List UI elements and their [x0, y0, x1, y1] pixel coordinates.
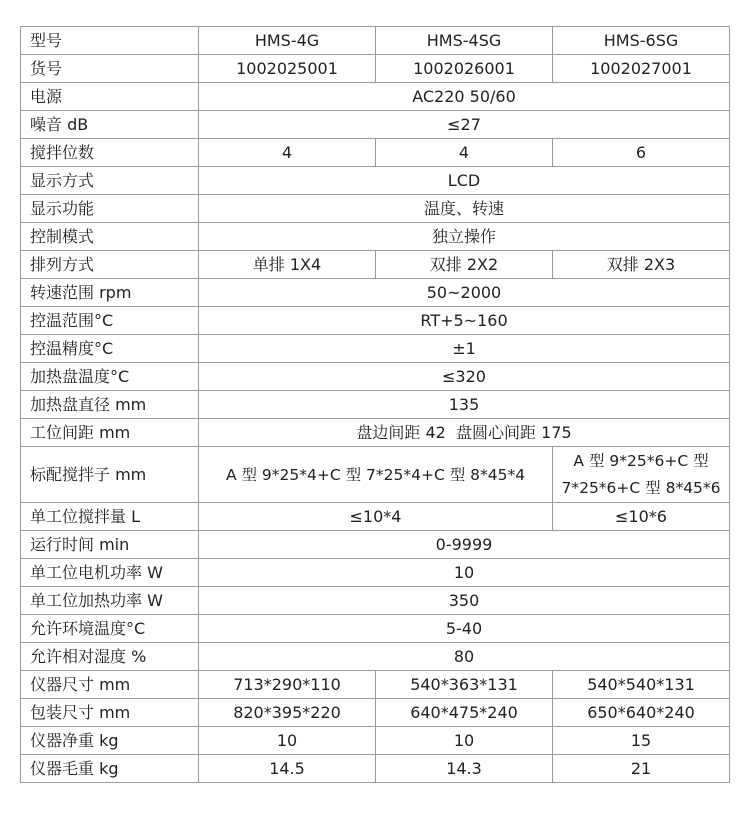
- table-row: [21, 195, 730, 223]
- row-label: 允许环境温度°C: [21, 615, 199, 643]
- row-label: 仪器尺寸 mm: [21, 671, 199, 699]
- row-label: 电源: [21, 83, 199, 111]
- row-label: 工位间距 mm: [21, 419, 199, 447]
- table-row: [21, 419, 730, 447]
- row-label: 货号: [21, 55, 199, 83]
- cell-value: 540*540*131: [553, 671, 730, 699]
- cell-value: 10: [376, 727, 553, 755]
- row-label: 控制模式: [21, 223, 199, 251]
- cell-value: HMS-4G: [199, 27, 376, 55]
- cell-value: 80: [199, 643, 730, 671]
- table-row: [21, 755, 730, 783]
- row-label: 搅拌位数: [21, 139, 199, 167]
- cell-value: ≤10*6: [553, 503, 730, 531]
- cell-value: 21: [553, 755, 730, 783]
- table-row: [21, 447, 730, 503]
- cell-value: 650*640*240: [553, 699, 730, 727]
- cell-value: 4: [199, 139, 376, 167]
- cell-value: 14.5: [199, 755, 376, 783]
- table-row: [21, 307, 730, 335]
- cell-value: 135: [199, 391, 730, 419]
- cell-value: 1002027001: [553, 55, 730, 83]
- row-label: 标配搅拌子 mm: [21, 447, 199, 503]
- row-label: 仪器净重 kg: [21, 727, 199, 755]
- table-row: [21, 223, 730, 251]
- row-label: 单工位电机功率 W: [21, 559, 199, 587]
- table-row: [21, 363, 730, 391]
- table-row: [21, 55, 730, 83]
- cell-value: 10: [199, 559, 730, 587]
- row-label: 运行时间 min: [21, 531, 199, 559]
- cell-value: 15: [553, 727, 730, 755]
- table-row: [21, 615, 730, 643]
- cell-value: 10: [199, 727, 376, 755]
- row-label: 加热盘直径 mm: [21, 391, 199, 419]
- table-row: [21, 531, 730, 559]
- table-row: [21, 587, 730, 615]
- cell-value: 单排 1X4: [199, 251, 376, 279]
- row-label: 包装尺寸 mm: [21, 699, 199, 727]
- cell-value: ≤27: [199, 111, 730, 139]
- cell-value: ≤10*4: [199, 503, 553, 531]
- cell-value: 5-40: [199, 615, 730, 643]
- table-row: [21, 83, 730, 111]
- row-label: 噪音 dB: [21, 111, 199, 139]
- table-row: [21, 27, 730, 55]
- cell-value: 14.3: [376, 755, 553, 783]
- row-label: 显示方式: [21, 167, 199, 195]
- cell-value: 温度、转速: [199, 195, 730, 223]
- table-row: [21, 279, 730, 307]
- cell-value: HMS-4SG: [376, 27, 553, 55]
- cell-value: 350: [199, 587, 730, 615]
- row-label: 型号: [21, 27, 199, 55]
- cell-value: 双排 2X2: [376, 251, 553, 279]
- cell-value: RT+5~160: [199, 307, 730, 335]
- cell-value: HMS-6SG: [553, 27, 730, 55]
- table-row: [21, 671, 730, 699]
- cell-value: 6: [553, 139, 730, 167]
- cell-value: 0-9999: [199, 531, 730, 559]
- cell-value: 713*290*110: [199, 671, 376, 699]
- cell-value: 540*363*131: [376, 671, 553, 699]
- table-row: [21, 699, 730, 727]
- cell-value: LCD: [199, 167, 730, 195]
- row-label: 显示功能: [21, 195, 199, 223]
- row-label: 允许相对湿度 %: [21, 643, 199, 671]
- cell-value: 双排 2X3: [553, 251, 730, 279]
- row-label: 单工位加热功率 W: [21, 587, 199, 615]
- table-row: [21, 335, 730, 363]
- table-row: [21, 559, 730, 587]
- cell-value: ±1: [199, 335, 730, 363]
- table-row: [21, 167, 730, 195]
- row-label: 仪器毛重 kg: [21, 755, 199, 783]
- cell-value: 4: [376, 139, 553, 167]
- cell-value: 820*395*220: [199, 699, 376, 727]
- cell-value: AC220 50/60: [199, 83, 730, 111]
- table-row: [21, 139, 730, 167]
- table-row: [21, 111, 730, 139]
- row-label: 加热盘温度°C: [21, 363, 199, 391]
- cell-value: 640*475*240: [376, 699, 553, 727]
- row-label: 单工位搅拌量 L: [21, 503, 199, 531]
- row-label: 控温范围°C: [21, 307, 199, 335]
- table-row: [21, 727, 730, 755]
- table-row: [21, 503, 730, 531]
- table-row: [21, 391, 730, 419]
- row-label: 转速范围 rpm: [21, 279, 199, 307]
- cell-value: ≤320: [199, 363, 730, 391]
- cell-value: 1002026001: [376, 55, 553, 83]
- cell-value: 盘边间距 42 盘圆心间距 175: [199, 419, 730, 447]
- table-row: [21, 251, 730, 279]
- cell-value: A 型 9*25*4+C 型 7*25*4+C 型 8*45*4: [199, 447, 553, 503]
- cell-value: 50~2000: [199, 279, 730, 307]
- cell-value: 1002025001: [199, 55, 376, 83]
- spec-table: [20, 26, 730, 783]
- row-label: 控温精度°C: [21, 335, 199, 363]
- table-row: [21, 643, 730, 671]
- row-label: 排列方式: [21, 251, 199, 279]
- cell-value: A 型 9*25*6+C 型 7*25*6+C 型 8*45*6: [553, 447, 730, 503]
- cell-value: 独立操作: [199, 223, 730, 251]
